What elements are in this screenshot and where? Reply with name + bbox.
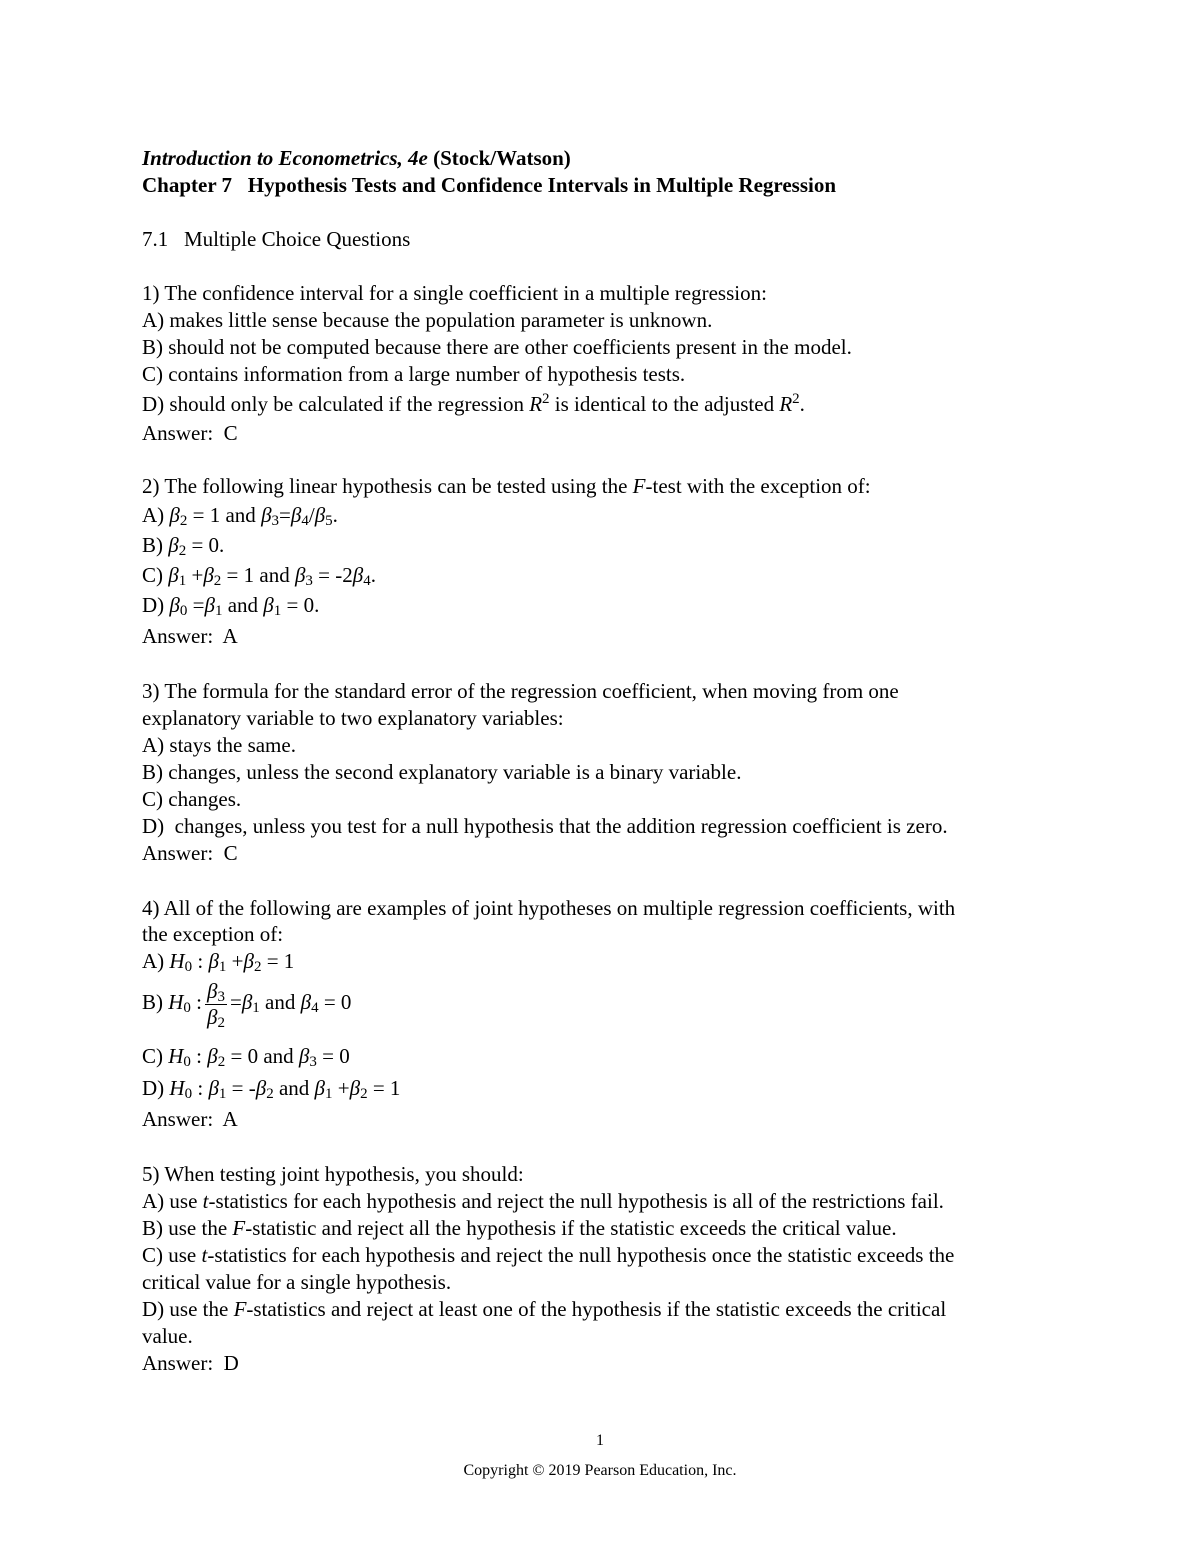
q4-option-b: B) $H_0$ : $\frac{\beta_3}{\beta_2}$ $=\beta_1$ and $\beta_4 = 0$: [142, 978, 352, 1031]
q3-answer: Answer: C: [142, 841, 238, 865]
q3-stem-line1: 3) The formula for the standard error of the regression coefficient, when moving from one: [142, 679, 899, 703]
q3-stem-line2: explanatory variable to two explanatory variables:: [142, 706, 564, 730]
q4-stem-line1: 4) All of the following are examples of joint hypotheses on multiple regression coefficients, with: [142, 896, 956, 920]
q2-option-c: C) $\beta_1 +\beta_2 = 1$ and $\beta_3 = -2\beta_4$.: [142, 563, 376, 589]
q3-option-b: B) changes, unless the second explanatory variable is a binary variable.: [142, 760, 742, 784]
q5-option-c-line1: C) use t-statistics for each hypothesis and reject the null hypothesis once the statistic exceeds the: [142, 1243, 955, 1267]
q5-stem: 5) When testing joint hypothesis, you should:: [142, 1162, 524, 1186]
copyright-notice: Copyright © 2019 Pearson Education, Inc.: [463, 1462, 737, 1479]
q4-fraction: $\frac{\beta_3}{\beta_2}$: [207, 978, 225, 1031]
q2-stem: 2) The following linear hypothesis can be tested using the F-test with the exception of:: [142, 474, 871, 498]
section-title: 7.1 Multiple Choice Questions: [142, 227, 411, 251]
q5-option-c-line2: critical value for a single hypothesis.: [142, 1270, 452, 1294]
q4-stem-line2: the exception of:: [142, 922, 284, 946]
q4-option-a: A) $H_0$ : $\beta_1 +\beta_2 = 1$: [142, 949, 295, 975]
q1-option-c: C) contains information from a large number of hypothesis tests.: [142, 362, 686, 386]
q5-answer: Answer: D: [142, 1351, 239, 1375]
q2-option-b: B) $\beta_2 = 0$.: [142, 533, 225, 559]
q1-option-b: B) should not be computed because there are other coefficients present in the model.: [142, 335, 852, 359]
q4-option-c: C) $H_0$ : $\beta_2 = 0$ and $\beta_3 = 0$: [142, 1044, 350, 1070]
q1-answer: Answer: C: [142, 421, 238, 445]
q1-option-d: D) should only be calculated if the regression $R^2$ is identical to the adjusted $R^2$.: [142, 391, 805, 416]
q5-option-a: A) use t-statistics for each hypothesis and reject the null hypothesis is all of the restrictions fail.: [142, 1189, 944, 1213]
book-title: Introduction to Econometrics, 4e: [142, 146, 428, 170]
q1-stem: 1) The confidence interval for a single coefficient in a multiple regression:: [142, 281, 767, 305]
q4-option-d: D) $H_0$ : $\beta_1 = -\beta_2$ and $\beta_1 +\beta_2 = 1$: [142, 1076, 401, 1102]
q2-option-a: A) $\beta_2 = 1$ and $\beta_3=\beta_4/\beta_5$.: [142, 503, 338, 529]
book-title-line: [142, 146, 571, 170]
chapter-title: Chapter 7 Hypothesis Tests and Confidence Intervals in Multiple Regression: [142, 173, 837, 197]
page-number: 1: [596, 1432, 604, 1449]
q3-option-d: D) changes, unless you test for a null hypothesis that the addition regression coefficient is zero.: [142, 814, 948, 838]
q5-option-d-line1: D) use the F-statistics and reject at least one of the hypothesis if the statistic exceeds the critical: [142, 1297, 947, 1321]
q3-option-a: A) stays the same.: [142, 733, 296, 757]
q5-option-b: B) use the F-statistic and reject all the hypothesis if the statistic exceeds the critical value.: [142, 1216, 897, 1240]
q2-answer: Answer: A: [142, 624, 238, 648]
q5-option-d-line2: value.: [142, 1324, 193, 1348]
q2-option-d: D) $\beta_0 =\beta_1$ and $\beta_1 = 0$.: [142, 593, 320, 619]
book-authors: (Stock/Watson): [433, 146, 571, 170]
q1-option-a: A) makes little sense because the population parameter is unknown.: [142, 308, 713, 332]
q4-answer: Answer: A: [142, 1107, 238, 1131]
q3-option-c: C) changes.: [142, 787, 242, 811]
